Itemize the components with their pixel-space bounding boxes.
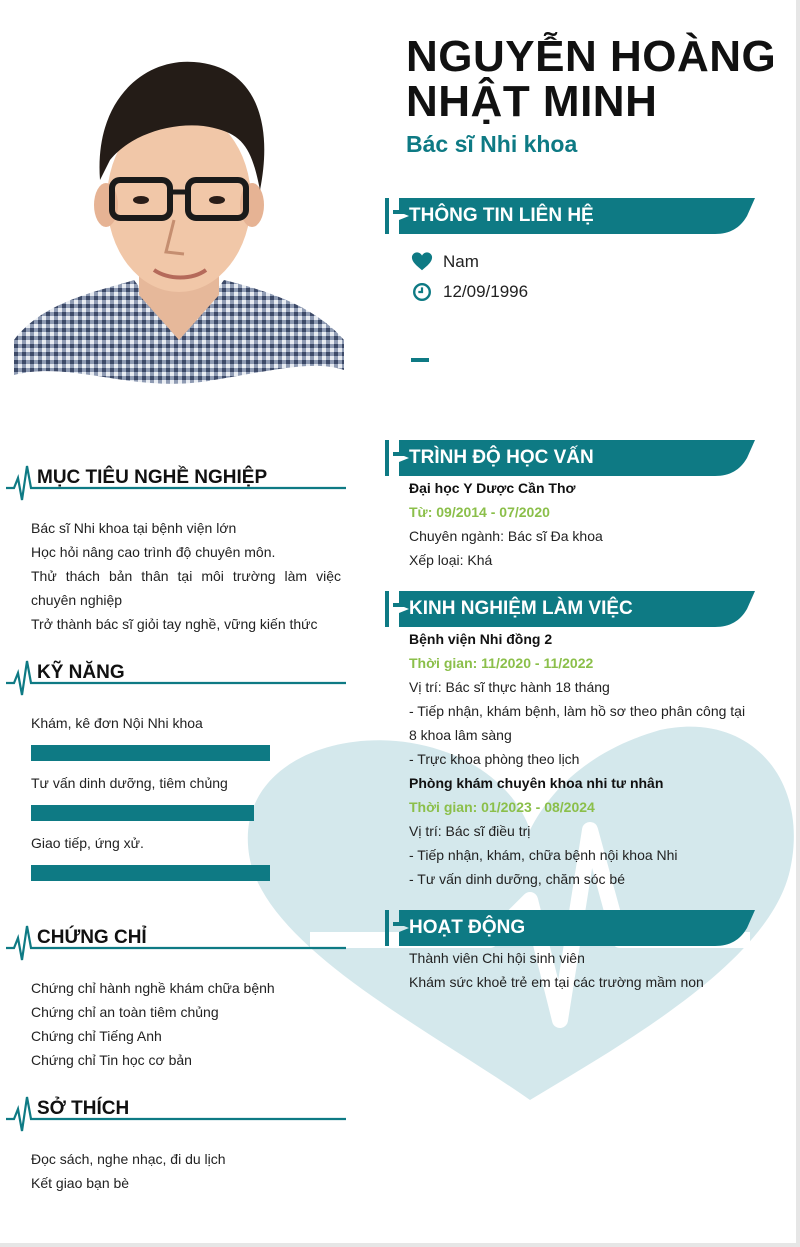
job-2-line: - Tư vấn dinh dưỡng, chăm sóc bé [409, 871, 625, 887]
activity-item: Thành viên Chi hội sinh viên [409, 950, 585, 966]
heart-icon [411, 251, 433, 273]
skill-label: Giao tiếp, ứng xử. [31, 835, 144, 851]
contact-heading-label: THÔNG TIN LIÊN HỆ [409, 205, 594, 226]
activities-heading [385, 910, 755, 946]
education-grade: Xếp loại: Khá [409, 552, 493, 568]
name-line-1: NGUYỄN HOÀNG [406, 32, 777, 81]
goal-line: Thử thách bản thân tại môi trường làm việc chuyên nghiệp [31, 568, 341, 608]
goal-line: Trở thành bác sĩ giỏi tay nghề, vững kiến thức [31, 616, 318, 632]
education-period: Từ: 09/2014 - 07/2020 [409, 504, 550, 520]
education-major: Chuyên ngành: Bác sĩ Đa khoa [409, 528, 603, 544]
career-goal-heading-label: MỤC TIÊU NGHỀ NGHIỆP [37, 467, 268, 488]
job-1-line: - Trực khoa phòng theo lịch [409, 751, 580, 767]
certificate-item: Chứng chỉ Tin học cơ bản [31, 1052, 192, 1068]
education-body [409, 476, 754, 572]
activities-heading-label: HOẠT ĐỘNG [409, 917, 526, 938]
experience-heading [385, 591, 755, 627]
activity-item: Khám sức khoẻ trẻ em tại các trường mầm non [409, 974, 704, 990]
gender-value: Nam [443, 252, 479, 271]
skill-bar [31, 805, 254, 821]
hobbies-body [31, 1147, 341, 1195]
birthday-row [411, 281, 528, 303]
job-1-line: Vị trí: Bác sĩ thực hành 18 tháng [409, 679, 610, 695]
skill-bar [31, 745, 270, 761]
goal-line: Học hỏi nâng cao trình độ chuyên môn. [31, 544, 276, 560]
experience-body [409, 627, 754, 891]
skill-bar [31, 865, 270, 881]
hobbies-heading-label: SỞ THÍCH [37, 1098, 130, 1119]
job-title: Bác sĩ Nhi khoa [406, 131, 578, 157]
certificate-item: Chứng chỉ Tiếng Anh [31, 1028, 162, 1044]
hobby-item: Đọc sách, nghe nhạc, đi du lịch [31, 1151, 226, 1167]
job-1-period: Thời gian: 11/2020 - 11/2022 [409, 655, 594, 671]
skills-heading-label: KỸ NĂNG [37, 662, 125, 683]
hobbies-heading [6, 1091, 346, 1135]
job-1-line: - Tiếp nhận, khám bệnh, làm hồ sơ theo phân công tại 8 khoa lâm sàng [409, 703, 746, 743]
activities-body [409, 946, 754, 994]
candidate-name [406, 34, 786, 124]
education-heading [385, 440, 755, 476]
career-goal-heading [6, 460, 346, 504]
career-goal-body [31, 516, 341, 636]
birthday-value: 12/09/1996 [443, 282, 529, 301]
clock-icon [411, 281, 433, 303]
profile-photo [14, 40, 344, 388]
job-2-company: Phòng khám chuyên khoa nhi tư nhân [409, 775, 664, 791]
certificates-heading [6, 920, 346, 964]
job-2-period: Thời gian: 01/2023 - 08/2024 [409, 799, 595, 815]
job-2-line: - Tiếp nhận, khám, chữa bệnh nội khoa Nhi [409, 847, 678, 863]
certificates-body [31, 976, 341, 1072]
gender-row [411, 251, 479, 273]
certificate-item: Chứng chỉ an toàn tiêm chủng [31, 1004, 219, 1020]
job-1-company: Bệnh viện Nhi đồng 2 [409, 631, 553, 647]
school-name: Đại học Y Dược Cần Thơ [409, 480, 576, 496]
contact-heading [385, 198, 755, 234]
education-heading-label: TRÌNH ĐỘ HỌC VẤN [409, 447, 594, 468]
name-line-2: NHẬT MINH [406, 77, 658, 126]
job-2-line: Vị trí: Bác sĩ điều trị [409, 823, 531, 839]
hobby-item: Kết giao bạn bè [31, 1175, 130, 1191]
certificate-item: Chứng chỉ hành nghề khám chữa bệnh [31, 980, 275, 996]
experience-heading-label: KINH NGHIỆM LÀM VIỆC [409, 598, 633, 619]
skill-label: Tư vấn dinh dưỡng, tiêm chủng [31, 775, 228, 791]
goal-line: Bác sĩ Nhi khoa tại bệnh viện lớn [31, 520, 237, 536]
certificates-heading-label: CHỨNG CHỈ [37, 927, 147, 948]
skills-heading [6, 655, 346, 699]
skill-label: Khám, kê đơn Nội Nhi khoa [31, 715, 203, 731]
contact-overflow-mark [411, 358, 429, 362]
